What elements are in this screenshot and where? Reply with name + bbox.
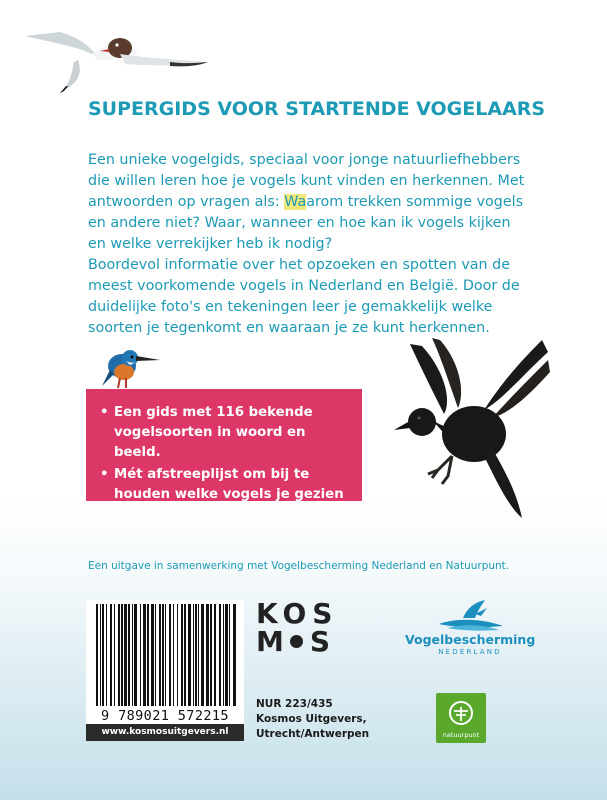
barcode-bar	[132, 604, 133, 706]
barcode-bar	[143, 604, 146, 706]
natuurpunt-logo	[436, 693, 486, 743]
barcode-bar	[181, 604, 183, 706]
barcode-bar	[214, 604, 216, 706]
natuurpunt-emblem-icon	[447, 699, 475, 727]
barcode	[86, 600, 244, 742]
seagull-image	[20, 24, 210, 94]
barcode-bar	[128, 604, 130, 706]
barcode-bar	[229, 604, 230, 706]
barcode-bar	[159, 604, 161, 706]
barcode-bar	[147, 604, 149, 706]
nur-code: NUR 223/435	[256, 698, 333, 710]
kosmos-logo-line-1: KOS	[256, 597, 339, 630]
text-highlight: Wa	[284, 194, 307, 210]
collaboration-note: Een uitgave in samenwerking met Vogelbescherming Nederland en Natuurpunt.	[88, 560, 510, 572]
barcode-bar	[188, 604, 191, 706]
barcode-bar	[193, 604, 194, 706]
website-url[interactable]: www.kosmosuitgevers.nl	[86, 724, 244, 741]
intro-paragraph-2: Boordevol informatie over het opzoeken en spotten van de meest voorkomende vogels in Nederland en België. Door de duidelijke foto's en tekeningen leer je gemakkelijk welke soorten je tegenkomt en waaraan je ze kunt herkennen.	[88, 257, 520, 336]
barcode-bar	[201, 604, 204, 706]
barcode-bar	[177, 604, 178, 706]
publisher-city: Utrecht/Antwerpen	[256, 728, 370, 740]
vogelbescherming-logo	[405, 598, 535, 660]
natuurpunt-name: natuurpunt	[442, 731, 480, 739]
vogelbescherming-name: Vogelbescherming	[405, 632, 536, 647]
barcode-bar	[184, 604, 186, 706]
barcode-bar	[162, 604, 164, 706]
barcode-bar	[100, 604, 101, 706]
intro-paragraph-1: Een unieke vogelgids, speciaal voor jonge natuurliefhebbers die willen leren hoe je vogels kunt vinden en herkennen. Met antwoorden op vragen als: Waarom trekken sommige vogels en andere niet? Waar, wanneer en hoe kan ik vogels kijken en welke verrekijker heb ik nodig?	[88, 152, 525, 252]
barcode-bar	[165, 604, 166, 706]
barcode-bar	[225, 604, 228, 706]
headline: SUPERGIDS VOOR STARTENDE VOGELAARS	[88, 98, 546, 120]
barcode-bar	[124, 604, 127, 706]
barcode-bar	[114, 604, 115, 706]
publisher-info	[256, 697, 369, 742]
barcode-bar	[206, 604, 209, 706]
barcode-bar	[223, 604, 224, 706]
barcode-bar	[195, 604, 197, 706]
barcode-bar	[121, 604, 123, 706]
barcode-bar	[169, 604, 171, 706]
highlight-item: • Mét afstreeplijst om bij te houden welke vogels je gezien hebt.	[100, 465, 352, 525]
kosmos-logo-line-2: M S	[256, 625, 337, 658]
barcode-bar	[102, 604, 104, 706]
highlight-item: • Een gids met 116 bekende vogelsoorten in woord en beeld.	[100, 403, 352, 463]
highlights-box	[86, 389, 362, 522]
barcode-bar	[110, 604, 112, 706]
dot-icon	[290, 635, 303, 648]
barcode-bar	[233, 604, 236, 706]
barcode-bar	[96, 604, 98, 706]
barcode-bar	[173, 604, 174, 706]
kosmos-logo	[256, 597, 339, 660]
bird-wave-icon	[433, 598, 507, 632]
kingfisher-image	[100, 344, 162, 390]
barcode-bar	[134, 604, 137, 706]
isbn-number: 9 789021 572215	[86, 708, 244, 724]
barcode-bar	[198, 604, 199, 706]
barcode-bar	[118, 604, 120, 706]
barcode-bar	[219, 604, 221, 706]
barcode-bar	[155, 604, 156, 706]
barcode-bar	[151, 604, 154, 706]
barcode-bars	[86, 600, 244, 710]
barcode-bar	[140, 604, 141, 706]
publisher-name: Kosmos Uitgevers,	[256, 713, 367, 725]
crow-image	[392, 330, 552, 525]
barcode-bar	[210, 604, 212, 706]
barcode-bar	[106, 604, 107, 706]
highlights-list	[100, 403, 352, 525]
intro-text	[88, 150, 528, 339]
vogelbescherming-sub: NEDERLAND	[438, 648, 502, 656]
